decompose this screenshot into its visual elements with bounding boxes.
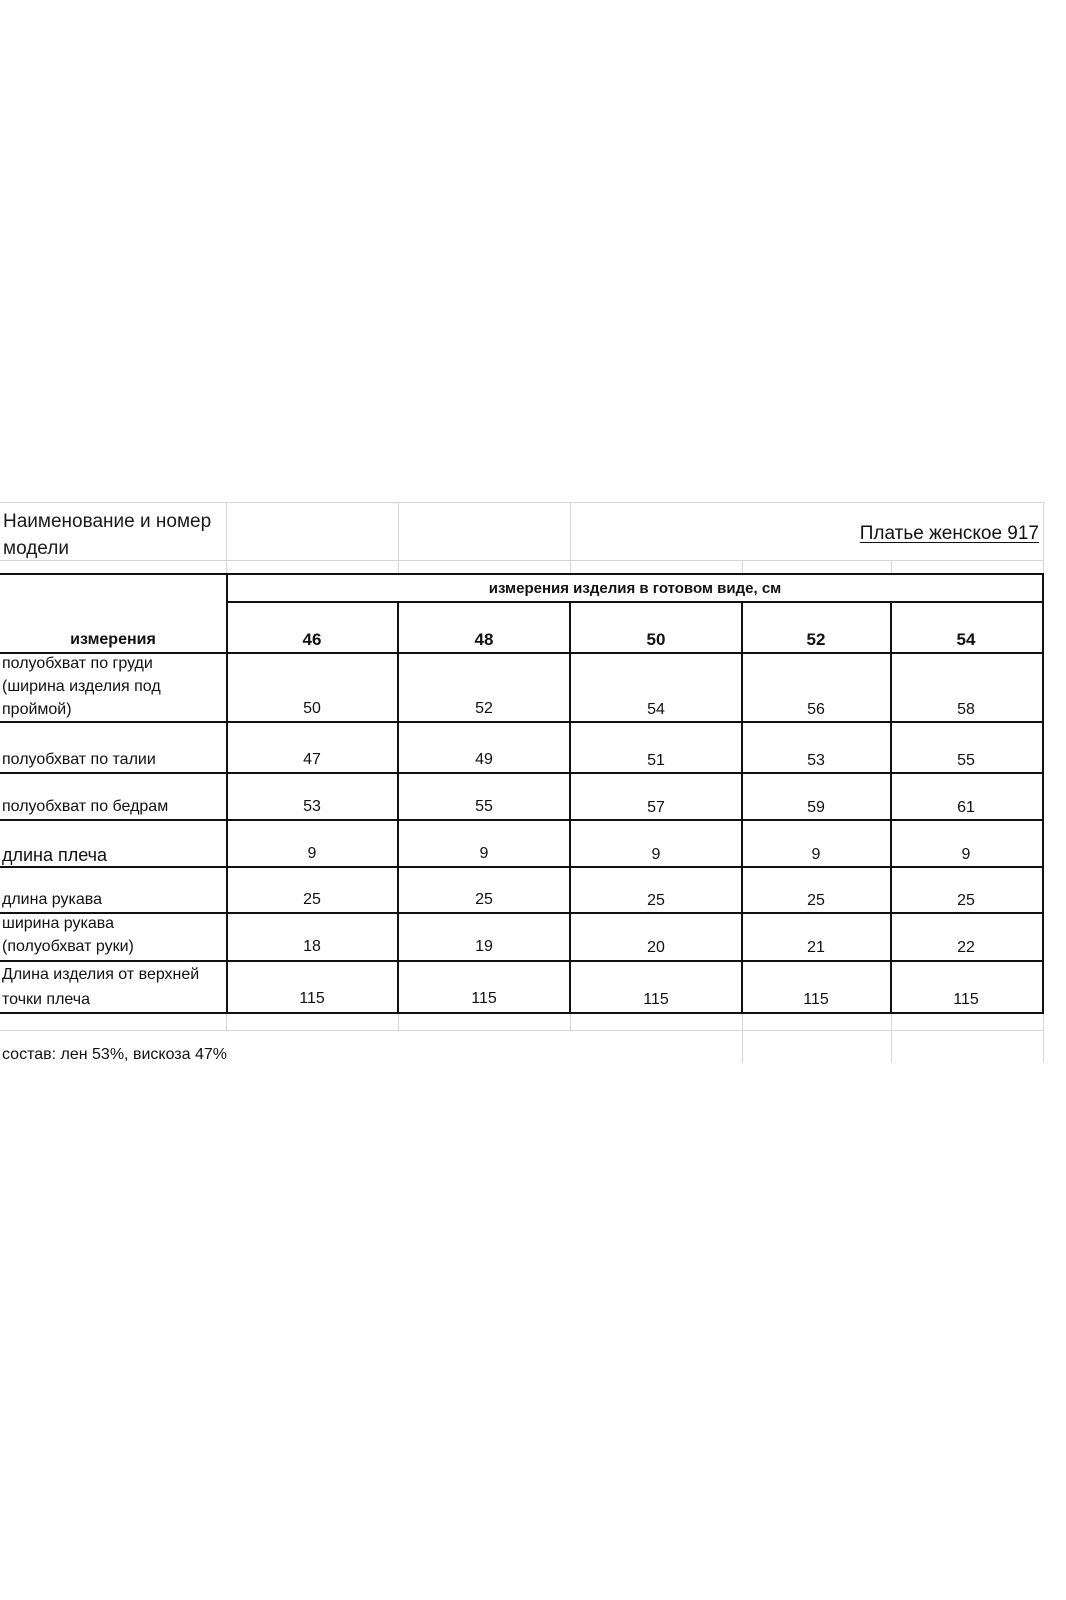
table-cell: 115 (299, 990, 325, 1007)
table-cell: 53 (303, 798, 321, 815)
size-header-52: 52 (806, 630, 826, 649)
table-border (1042, 573, 1044, 1014)
model-label: Наименование и номер (3, 511, 212, 532)
gridline (398, 502, 399, 574)
table-border (0, 1012, 1044, 1014)
table-cell: 9 (479, 845, 489, 862)
table-cell: 9 (651, 846, 661, 863)
table-cell: 25 (957, 892, 975, 909)
table-border (0, 960, 1044, 962)
row-label-total-length: точки плеча (2, 991, 91, 1008)
table-border (226, 573, 228, 1014)
table-cell: 54 (647, 701, 665, 718)
table-border (0, 652, 1044, 654)
gridline (0, 560, 1044, 561)
row-label-shoulder: длина плеча (2, 845, 108, 865)
gridline (226, 502, 227, 574)
table-cell: 115 (643, 991, 669, 1008)
table-cell: 9 (811, 846, 821, 863)
table-cell: 25 (303, 891, 321, 908)
gridline (1043, 1013, 1044, 1063)
composition-note: состав: лен 53%, вискоза 47% (2, 1046, 227, 1063)
table-border (741, 601, 743, 1014)
table-border (0, 912, 1044, 914)
table-cell: 55 (475, 798, 493, 815)
row-label-chest: проймой) (2, 701, 72, 718)
row-label-waist: полуобхват по талии (2, 751, 156, 768)
size-header-50: 50 (646, 630, 666, 649)
gridline (891, 560, 892, 574)
row-label-chest: полуобхват по груди (2, 655, 153, 672)
gridline (891, 1013, 892, 1063)
table-cell: 115 (471, 990, 497, 1007)
row-label-hips: полуобхват по бедрам (2, 798, 169, 815)
gridline (1043, 502, 1044, 574)
table-border (890, 601, 892, 1014)
table-cell: 18 (303, 938, 321, 955)
table-cell: 22 (957, 939, 975, 956)
table-cell: 21 (807, 939, 825, 956)
table-cell: 55 (957, 752, 975, 769)
table-cell: 58 (957, 701, 975, 718)
table-border (0, 819, 1044, 821)
row-label-sleeve-width: (полуобхват руки) (2, 938, 134, 955)
gridline (398, 1013, 399, 1031)
gridline (742, 560, 743, 574)
table-border (0, 866, 1044, 868)
group-header: измерения изделия в готовом виде, см (488, 580, 782, 597)
table-border (569, 601, 571, 1014)
gridline (570, 1013, 571, 1031)
size-header-46: 46 (302, 630, 322, 649)
model-label-cont: модели (3, 538, 69, 559)
table-cell: 25 (647, 892, 665, 909)
table-cell: 20 (647, 939, 665, 956)
table-cell: 9 (307, 845, 317, 862)
row-label-sleeve-width: ширина рукава (2, 915, 114, 932)
table-cell: 50 (303, 700, 321, 717)
table-border (226, 601, 1044, 603)
table-cell: 25 (475, 891, 493, 908)
table-cell: 51 (647, 752, 665, 769)
table-cell: 59 (807, 799, 825, 816)
size-header-54: 54 (956, 630, 976, 649)
table-cell: 47 (303, 751, 321, 768)
table-cell: 115 (953, 991, 979, 1008)
table-cell: 25 (807, 892, 825, 909)
table-cell: 56 (807, 701, 825, 718)
gridline (570, 502, 571, 574)
table-border (0, 721, 1044, 723)
table-cell: 9 (961, 846, 971, 863)
row-label-total-length: Длина изделия от верхней (2, 966, 200, 983)
size-header-48: 48 (474, 630, 494, 649)
table-cell: 61 (957, 799, 975, 816)
table-border (0, 772, 1044, 774)
table-cell: 57 (647, 799, 665, 816)
table-border (397, 601, 399, 1014)
table-cell: 115 (803, 991, 829, 1008)
table-cell: 53 (807, 752, 825, 769)
gridline (226, 1013, 227, 1031)
table-cell: 52 (475, 700, 493, 717)
table-cell: 49 (475, 751, 493, 768)
row-label-chest: (ширина изделия под (2, 678, 161, 695)
gridline (0, 1030, 1044, 1031)
model-name: Платье женское 917 (859, 523, 1039, 544)
gridline (0, 502, 1044, 503)
gridline (742, 1013, 743, 1063)
measurements-header: измерения (70, 631, 156, 648)
table-border (0, 573, 1044, 575)
table-cell: 19 (475, 938, 493, 955)
row-label-sleeve-length: длина рукава (2, 891, 102, 908)
